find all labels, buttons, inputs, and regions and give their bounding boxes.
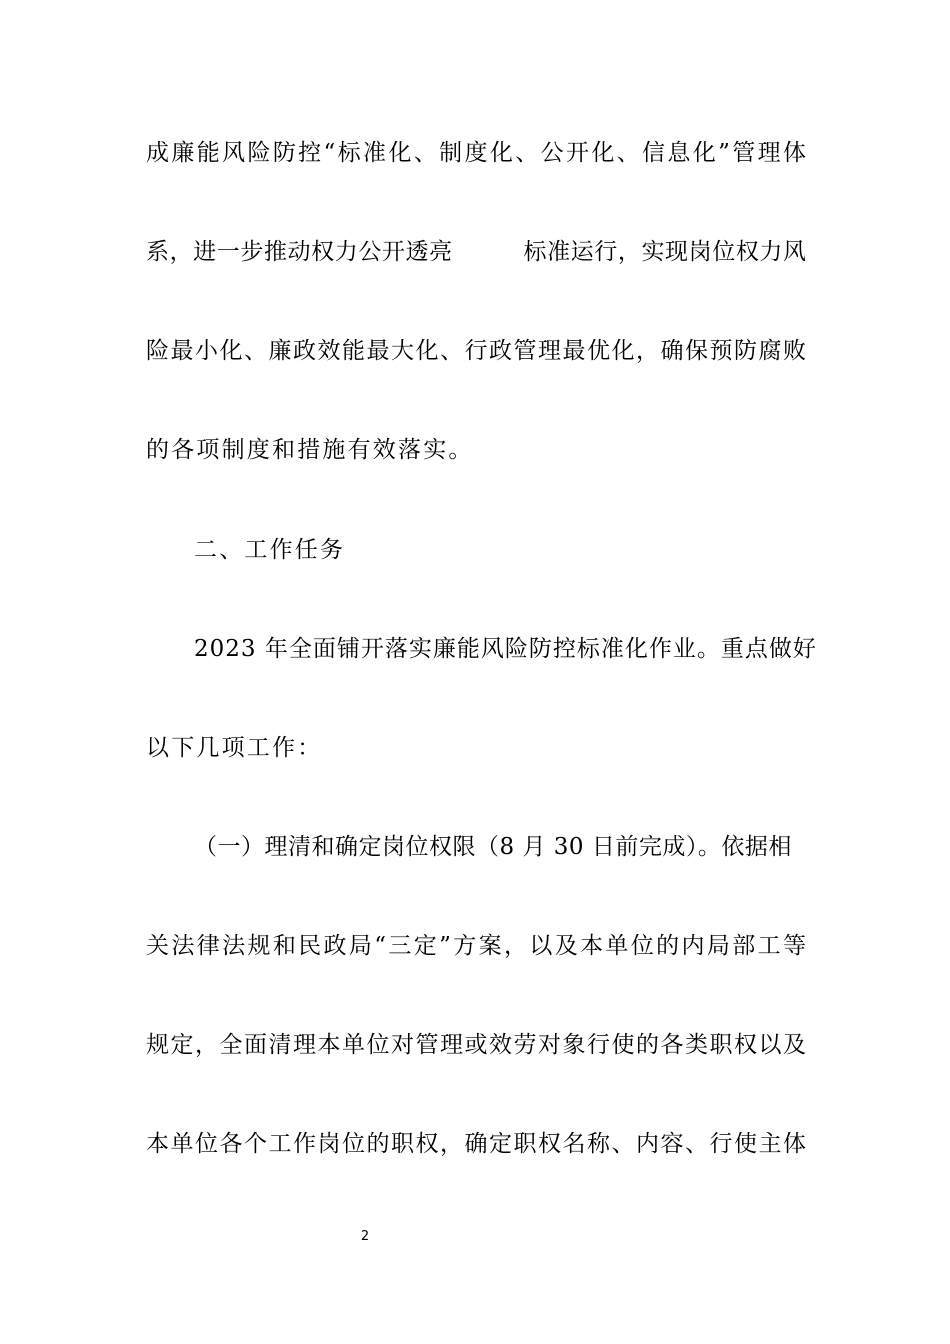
body-text-line: 险最小化、廉政效能最大化、行政管理最优化，确保预防腐败 [146,338,806,364]
body-text-line: 关法律法规和民政局“三定”方案，以及本单位的内局部工等 [146,933,806,959]
body-text-line: 成廉能风险防控“标准化、制度化、公开化、信息化”管理体 [146,140,806,166]
section-heading: 二、工作任务 [194,537,346,563]
body-text-line: 本单位各个工作岗位的职权，确定职权名称、内容、行使主体 [146,1131,806,1157]
body-text-line: 的各项制度和措施有效落实。 [146,437,474,463]
body-text-line: 以下几项工作： [146,735,323,761]
page-number: 2 [360,1229,370,1244]
body-text-line: 2023 年全面铺开落实廉能风险防控标准化作业。重点做好 [194,636,817,662]
subsection-heading: （一）理清和确定岗位权限（8 月 30 日前完成）。依据相 [194,834,792,860]
body-text-line: 系，进一步推动权力公开透亮 标准运行，实现岗位权力风 [146,239,806,265]
body-text-line: 规定，全面清理本单位对管理或效劳对象行使的各类职权以及 [146,1032,806,1058]
